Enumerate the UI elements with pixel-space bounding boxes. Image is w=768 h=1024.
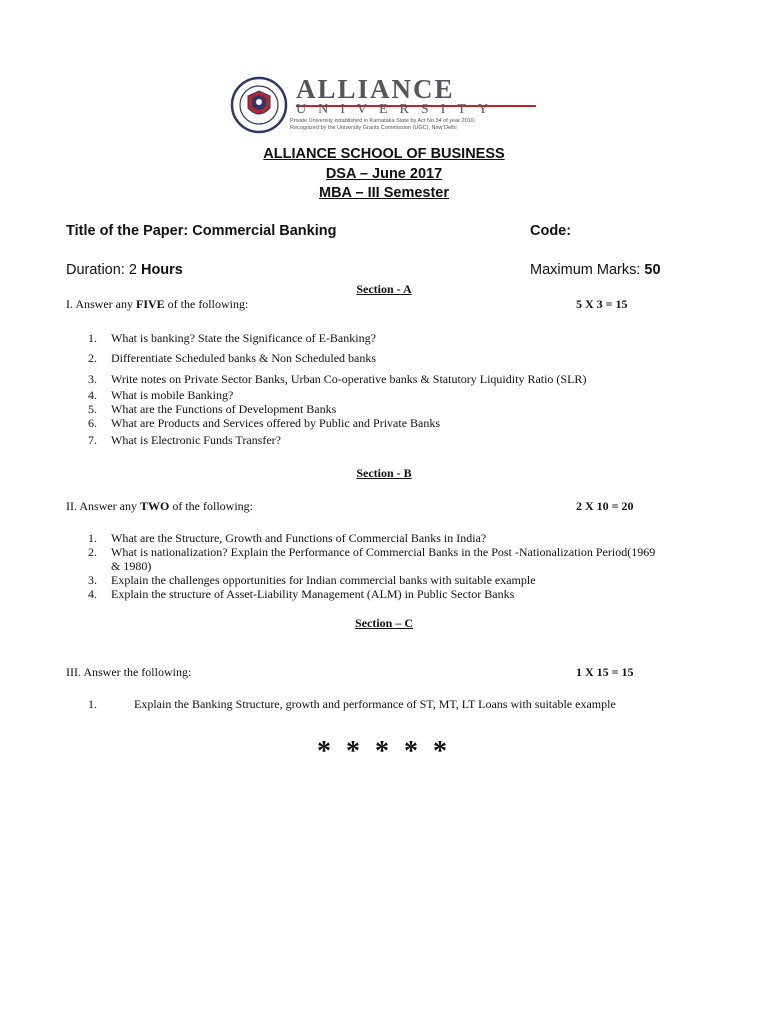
question-number: 2. — [88, 351, 97, 365]
list-item — [0, 697, 768, 711]
list-item — [0, 402, 768, 416]
question-number: 7. — [88, 433, 97, 447]
question-number: 4. — [88, 388, 97, 402]
question-text-continued: & 1980) — [111, 559, 152, 573]
section-b-instruction-suffix: of the following: — [172, 499, 253, 513]
duration-row — [66, 262, 183, 278]
question-text: What is Electronic Funds Transfer? — [111, 433, 281, 447]
exam-title: DSA – June 2017 — [325, 166, 443, 182]
duration-unit: Hours — [140, 262, 183, 278]
question-text: What are the Structure, Growth and Functions of Commercial Banks in India? — [111, 531, 487, 545]
paper-title-row — [66, 223, 336, 239]
question-text: What is nationalization? Explain the Performance of Commercial Banks in the Post -Nationalization Period(1969 — [111, 545, 656, 559]
list-item — [0, 372, 768, 386]
question-text: What is banking? State the Significance of E-Banking? — [111, 331, 376, 345]
section-b-title: Section - B — [356, 466, 412, 480]
max-marks-label: Maximum Marks: — [530, 262, 641, 278]
max-marks-row — [530, 262, 661, 278]
question-text: What are Products and Services offered by Public and Private Banks — [111, 416, 441, 430]
question-number: 3. — [88, 573, 97, 587]
end-of-paper-stars: * * * * * — [317, 736, 451, 767]
question-number: 1. — [88, 331, 97, 345]
university-logo — [230, 74, 550, 134]
section-b-instruction-count: TWO — [139, 499, 170, 513]
list-item — [0, 545, 768, 573]
question-number: 1. — [88, 697, 97, 711]
duration-label: Duration: 2 — [66, 262, 137, 278]
question-number: 3. — [88, 372, 97, 386]
question-text: What is mobile Banking? — [111, 388, 234, 402]
section-b-instruction — [66, 499, 253, 514]
logo-wordmark-alliance: ALLIANCE — [296, 74, 455, 104]
question-number: 5. — [88, 402, 97, 416]
question-text: Write notes on Private Sector Banks, Urban Co-operative banks & Statutory Liquidity Ratio (SLR) — [111, 372, 587, 386]
list-item — [0, 587, 768, 601]
max-marks-value: 50 — [644, 262, 661, 278]
list-item — [0, 351, 768, 365]
question-text: What are the Functions of Development Banks — [111, 402, 337, 416]
question-text: Explain the structure of Asset-Liability Management (ALM) in Public Sector Banks — [111, 587, 515, 601]
question-number: 6. — [88, 416, 97, 430]
university-seal-icon — [230, 76, 288, 134]
section-b-instruction-prefix: II. Answer any — [66, 499, 137, 513]
section-a-instruction-count: FIVE — [135, 297, 165, 311]
section-a-instruction-suffix: of the following: — [167, 297, 249, 311]
question-number: 4. — [88, 587, 97, 601]
list-item — [0, 388, 768, 402]
section-c-title: Section – C — [355, 616, 413, 630]
question-text: Explain the Banking Structure, growth and performance of ST, MT, LT Loans with suitable example — [134, 697, 616, 711]
section-a-instruction-prefix: I. Answer any — [66, 297, 133, 311]
list-item — [0, 573, 768, 587]
list-item — [0, 433, 768, 447]
section-c-instruction: III. Answer the following: — [66, 665, 192, 679]
logo-note-line2: Recognized by the University Grants Commission (UGC), New Delhi — [290, 125, 457, 131]
section-a-marks: 5 X 3 = 15 — [576, 297, 628, 311]
semester-title: MBA – III Semester — [318, 185, 449, 201]
list-item — [0, 331, 768, 345]
question-number: 2. — [88, 545, 97, 559]
logo-note-line1: Private University established in Karnataka State by Act No.34 of year 2010. — [290, 118, 476, 124]
section-a-instruction — [66, 297, 248, 312]
question-text: Explain the challenges opportunities for Indian commercial banks with suitable example — [111, 573, 536, 587]
code-label: Code: — [530, 223, 572, 239]
logo-wordmark-university: UNIVERSITY — [296, 102, 500, 117]
paper-title-value: Commercial Banking — [192, 223, 337, 239]
section-a-title: Section - A — [356, 282, 412, 296]
section-c-marks: 1 X 15 = 15 — [576, 665, 634, 679]
school-name: ALLIANCE SCHOOL OF BUSINESS — [263, 146, 505, 162]
list-item — [0, 531, 768, 545]
question-number: 1. — [88, 531, 97, 545]
section-b-marks: 2 X 10 = 20 — [576, 499, 634, 513]
paper-title-label: Title of the Paper: — [66, 223, 189, 239]
list-item — [0, 416, 768, 430]
question-text: Differentiate Scheduled banks & Non Scheduled banks — [111, 351, 377, 365]
